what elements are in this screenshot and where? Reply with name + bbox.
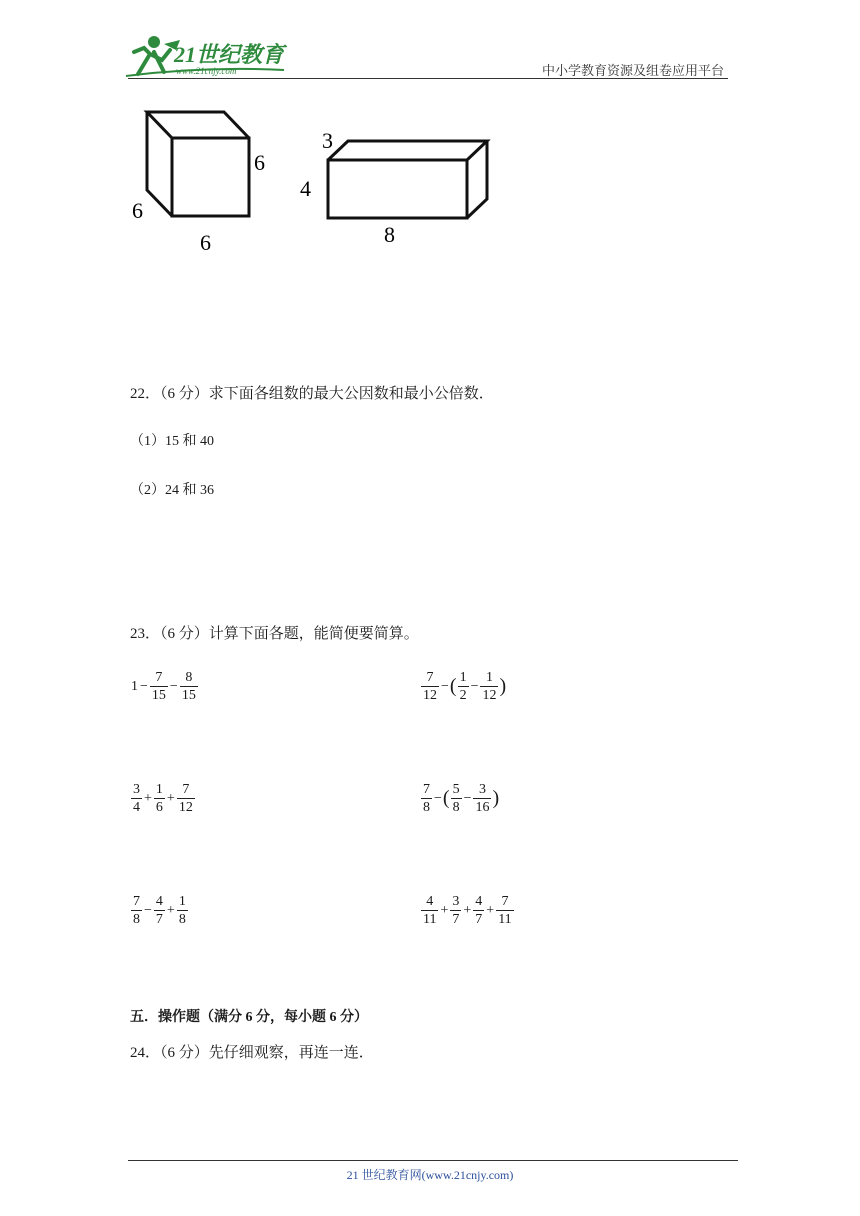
fraction <box>154 893 165 928</box>
denominator: 7 <box>475 912 483 927</box>
left-paren: ( <box>442 787 450 809</box>
fraction <box>480 669 498 704</box>
denominator: 15 <box>151 688 166 703</box>
denominator: 4 <box>133 800 140 815</box>
logo-main-text: 21世纪教育 <box>174 42 285 67</box>
header-divider <box>128 78 728 79</box>
site-logo <box>124 30 294 83</box>
numerator: 1 <box>178 894 186 909</box>
q23-expression-2 <box>420 669 506 704</box>
q23-expression-4 <box>420 781 499 816</box>
solid-figures <box>120 100 520 260</box>
header-platform-text: 中小学教育资源及组卷应用平台 <box>541 63 724 78</box>
right-paren: ) <box>499 675 507 697</box>
fraction <box>177 893 188 928</box>
numerator: 7 <box>426 670 434 685</box>
numerator: 7 <box>182 782 190 797</box>
fraction <box>131 893 142 928</box>
denominator: 8 <box>423 800 430 815</box>
cube-right-label: 6 <box>254 150 265 175</box>
footer-text: 21 世纪教育网(www.21cnjy.com) <box>346 1168 514 1182</box>
denominator: 15 <box>181 688 196 703</box>
whole-number: 1 <box>131 678 138 694</box>
numerator: 1 <box>485 670 493 685</box>
right-paren: ) <box>492 787 500 809</box>
fraction <box>421 893 438 928</box>
left-paren: ( <box>449 675 457 697</box>
operator: − <box>144 902 152 918</box>
fraction <box>180 669 198 704</box>
numerator: 3 <box>133 782 140 797</box>
fraction <box>131 781 142 816</box>
numerator: 4 <box>155 894 163 909</box>
fraction <box>150 669 168 704</box>
operator: + <box>486 902 495 918</box>
denominator: 12 <box>178 800 193 815</box>
cube-left-label: 6 <box>132 198 143 223</box>
numerator: 3 <box>452 894 460 909</box>
q22-item-2: （2）24 和 36 <box>130 483 214 498</box>
denominator: 11 <box>498 912 512 927</box>
numerator: 7 <box>155 670 163 685</box>
operator: − <box>470 678 479 694</box>
q22-item-1: （1）15 和 40 <box>130 434 214 449</box>
fraction <box>421 669 439 704</box>
denominator: 12 <box>482 688 497 703</box>
numerator: 7 <box>501 894 509 909</box>
fraction <box>473 781 491 816</box>
numerator: 5 <box>452 782 460 797</box>
cuboid-bottom-label: 8 <box>384 222 395 247</box>
fraction <box>450 893 461 928</box>
denominator: 8 <box>133 912 140 927</box>
cube-figure <box>147 112 249 216</box>
numerator: 3 <box>478 782 486 797</box>
operator: + <box>440 902 449 918</box>
logo-url-text: www.21cnjy.com <box>176 66 237 76</box>
q23-expression-6 <box>420 893 515 928</box>
numerator: 1 <box>459 670 467 685</box>
numerator: 1 <box>155 782 163 797</box>
numerator: 4 <box>426 894 434 909</box>
operator: − <box>169 678 178 694</box>
q23-expression-1 <box>130 669 199 704</box>
section5-title: 五．操作题（满分 6 分，每小题 6 分） <box>130 1010 368 1025</box>
denominator: 6 <box>155 800 163 815</box>
fraction <box>473 893 484 928</box>
fraction <box>177 781 195 816</box>
q23-stem: 23．（6 分）计算下面各题，能简便要简算。 <box>130 626 419 642</box>
numerator: 7 <box>133 894 140 909</box>
denominator: 8 <box>452 800 460 815</box>
operator: − <box>140 678 148 694</box>
cube-bottom-label: 6 <box>200 230 211 255</box>
fraction <box>458 669 469 704</box>
cuboid-left-label: 4 <box>300 176 311 201</box>
numerator: 4 <box>475 894 483 909</box>
cuboid-top-label: 3 <box>322 128 333 153</box>
numerator: 8 <box>185 670 193 685</box>
denominator: 7 <box>452 912 460 927</box>
denominator: 12 <box>423 688 437 703</box>
cuboid-figure <box>328 141 487 218</box>
fraction <box>496 893 513 928</box>
numerator: 7 <box>423 782 430 797</box>
denominator: 16 <box>475 800 490 815</box>
operator: − <box>463 790 472 806</box>
runner-logo-icon <box>124 30 294 78</box>
fraction <box>421 781 432 816</box>
denominator: 2 <box>459 688 467 703</box>
operator: − <box>434 790 442 806</box>
operator: + <box>166 902 175 918</box>
denominator: 7 <box>155 912 163 927</box>
q24-stem: 24．（6 分）先仔细观察，再连一连． <box>130 1045 374 1061</box>
footer-divider <box>128 1160 738 1161</box>
fraction <box>154 781 165 816</box>
denominator: 11 <box>423 912 437 927</box>
operator: + <box>463 902 472 918</box>
fraction <box>451 781 462 816</box>
operator: + <box>166 790 175 806</box>
q22-stem: 22．（6 分）求下面各组数的最大公因数和最小公倍数． <box>130 386 494 402</box>
denominator: 8 <box>178 912 186 927</box>
q23-expression-5 <box>130 893 189 928</box>
operator: − <box>441 678 449 694</box>
operator: + <box>144 790 152 806</box>
q23-expression-3 <box>130 781 196 816</box>
